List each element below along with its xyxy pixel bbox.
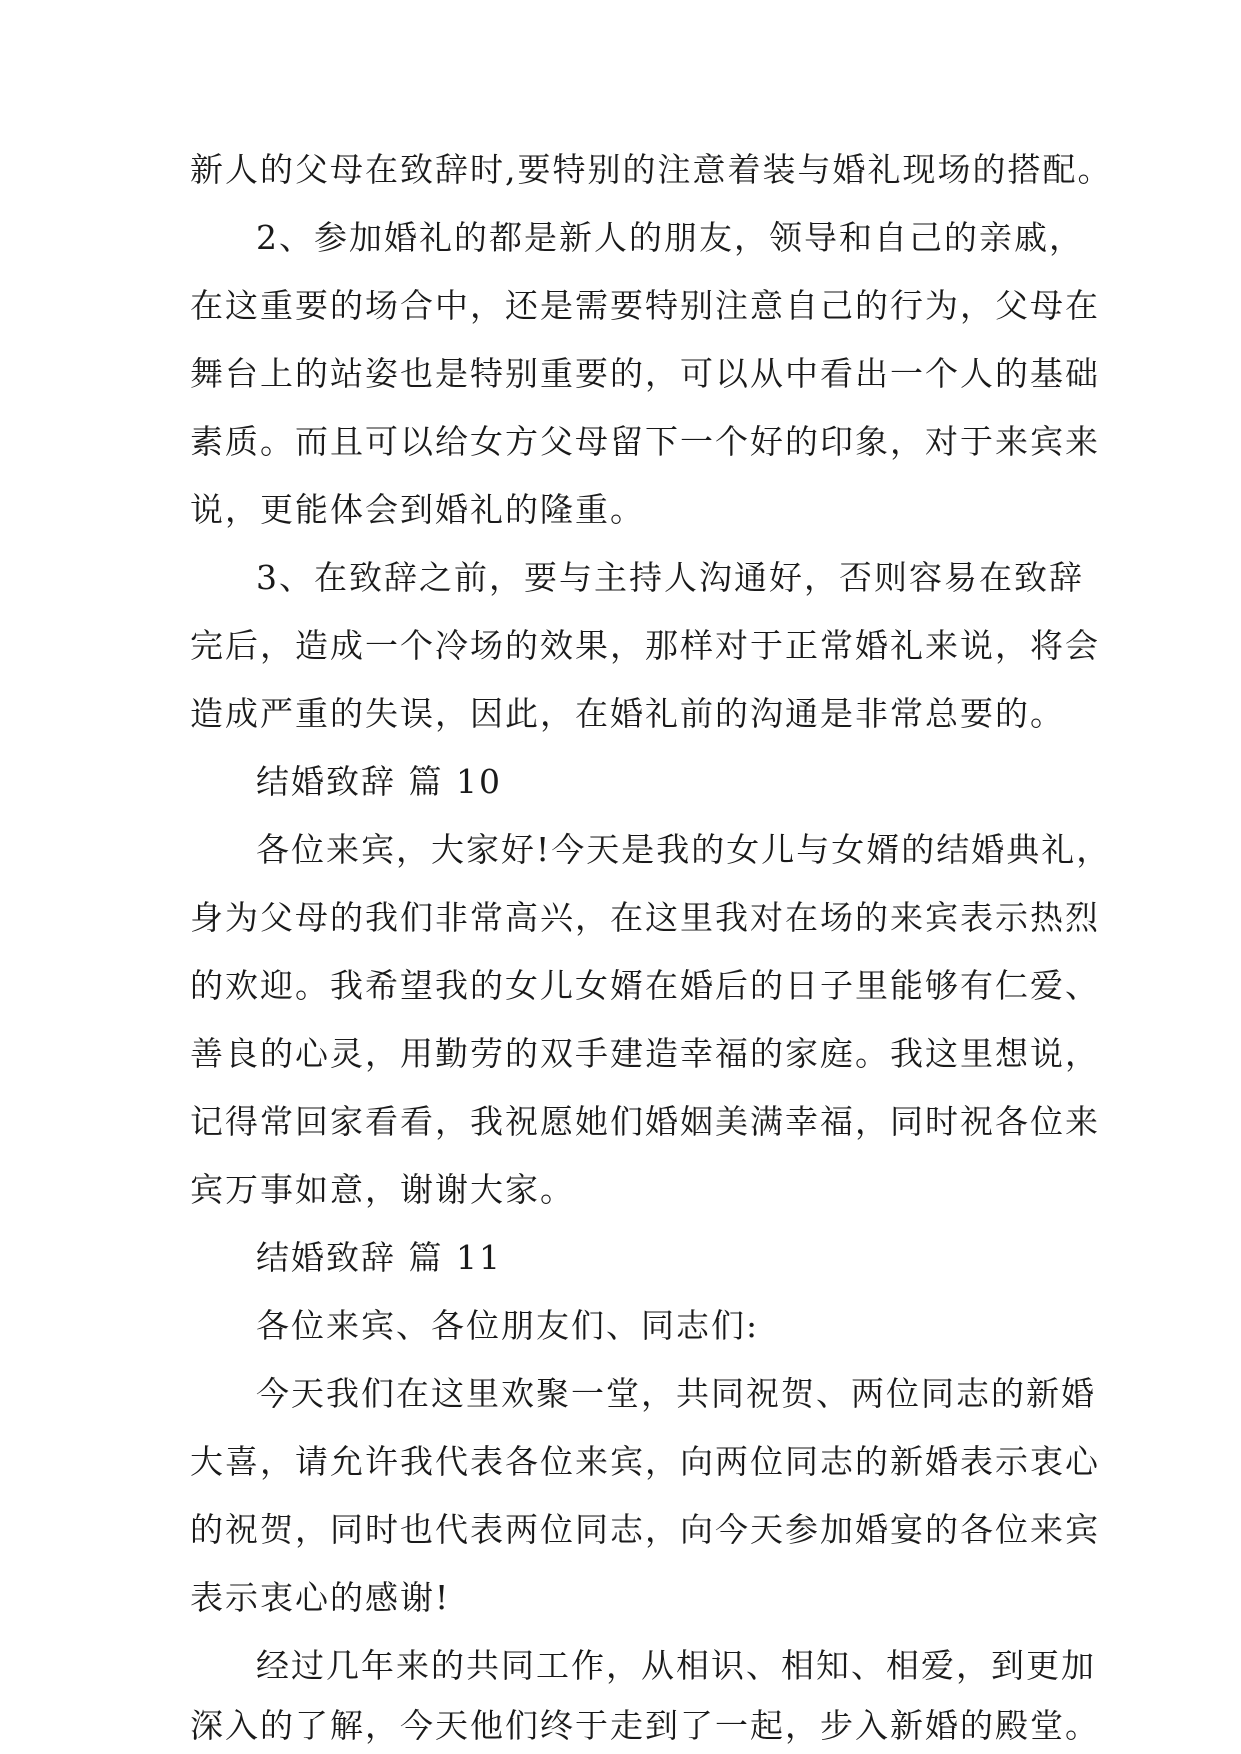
- text-line: 大喜，请允许我代表各位来宾，向两位同志的新婚表示衷心: [190, 1442, 1100, 1481]
- text-line: 素质。而且可以给女方父母留下一个好的印象，对于来宾来: [190, 422, 1100, 461]
- text-line: 说，更能体会到婚礼的隆重。: [190, 490, 645, 529]
- text-line: 在这重要的场合中，还是需要特别注意自己的行为，父母在: [190, 286, 1100, 325]
- text-line: 身为父母的我们非常高兴，在这里我对在场的来宾表示热烈: [190, 898, 1100, 937]
- section-heading: 结婚致辞 篇 10: [256, 762, 502, 801]
- paragraph-first-line: 2、参加婚礼的都是新人的朋友，领导和自己的亲戚，: [256, 218, 1084, 257]
- text-line: 表示衷心的感谢!: [190, 1578, 451, 1617]
- salutation: 各位来宾、各位朋友们、同志们:: [256, 1306, 760, 1345]
- text-line: 善良的心灵，用勤劳的双手建造幸福的家庭。我这里想说，: [190, 1034, 1100, 1073]
- paragraph-first-line: 3、在致辞之前，要与主持人沟通好，否则容易在致辞: [256, 558, 1084, 597]
- text-line: 新人的父母在致辞时,要特别的注意着装与婚礼现场的搭配。: [190, 150, 1113, 189]
- text-line: 深入的了解，今天他们终于走到了一起，步入新婚的殿堂。: [190, 1706, 1100, 1745]
- text-line: 造成严重的失误，因此，在婚礼前的沟通是非常总要的。: [190, 694, 1065, 733]
- paragraph-first-line: 各位来宾，大家好!今天是我的女儿与女婿的结婚典礼，: [256, 830, 1112, 869]
- text-line: 的祝贺，同时也代表两位同志，向今天参加婚宴的各位来宾: [190, 1510, 1100, 1549]
- text-line: 宾万事如意，谢谢大家。: [190, 1170, 575, 1209]
- section-heading: 结婚致辞 篇 11: [256, 1238, 502, 1277]
- text-line: 完后，造成一个冷场的效果，那样对于正常婚礼来说，将会: [190, 626, 1100, 665]
- text-line: 舞台上的站姿也是特别重要的，可以从中看出一个人的基础: [190, 354, 1100, 393]
- paragraph-first-line: 经过几年来的共同工作，从相识、相知、相爱，到更加: [256, 1646, 1096, 1685]
- text-line: 的欢迎。我希望我的女儿女婿在婚后的日子里能够有仁爱、: [190, 966, 1100, 1005]
- paragraph-first-line: 今天我们在这里欢聚一堂，共同祝贺、两位同志的新婚: [256, 1374, 1096, 1413]
- text-line: 记得常回家看看，我祝愿她们婚姻美满幸福，同时祝各位来: [190, 1102, 1100, 1141]
